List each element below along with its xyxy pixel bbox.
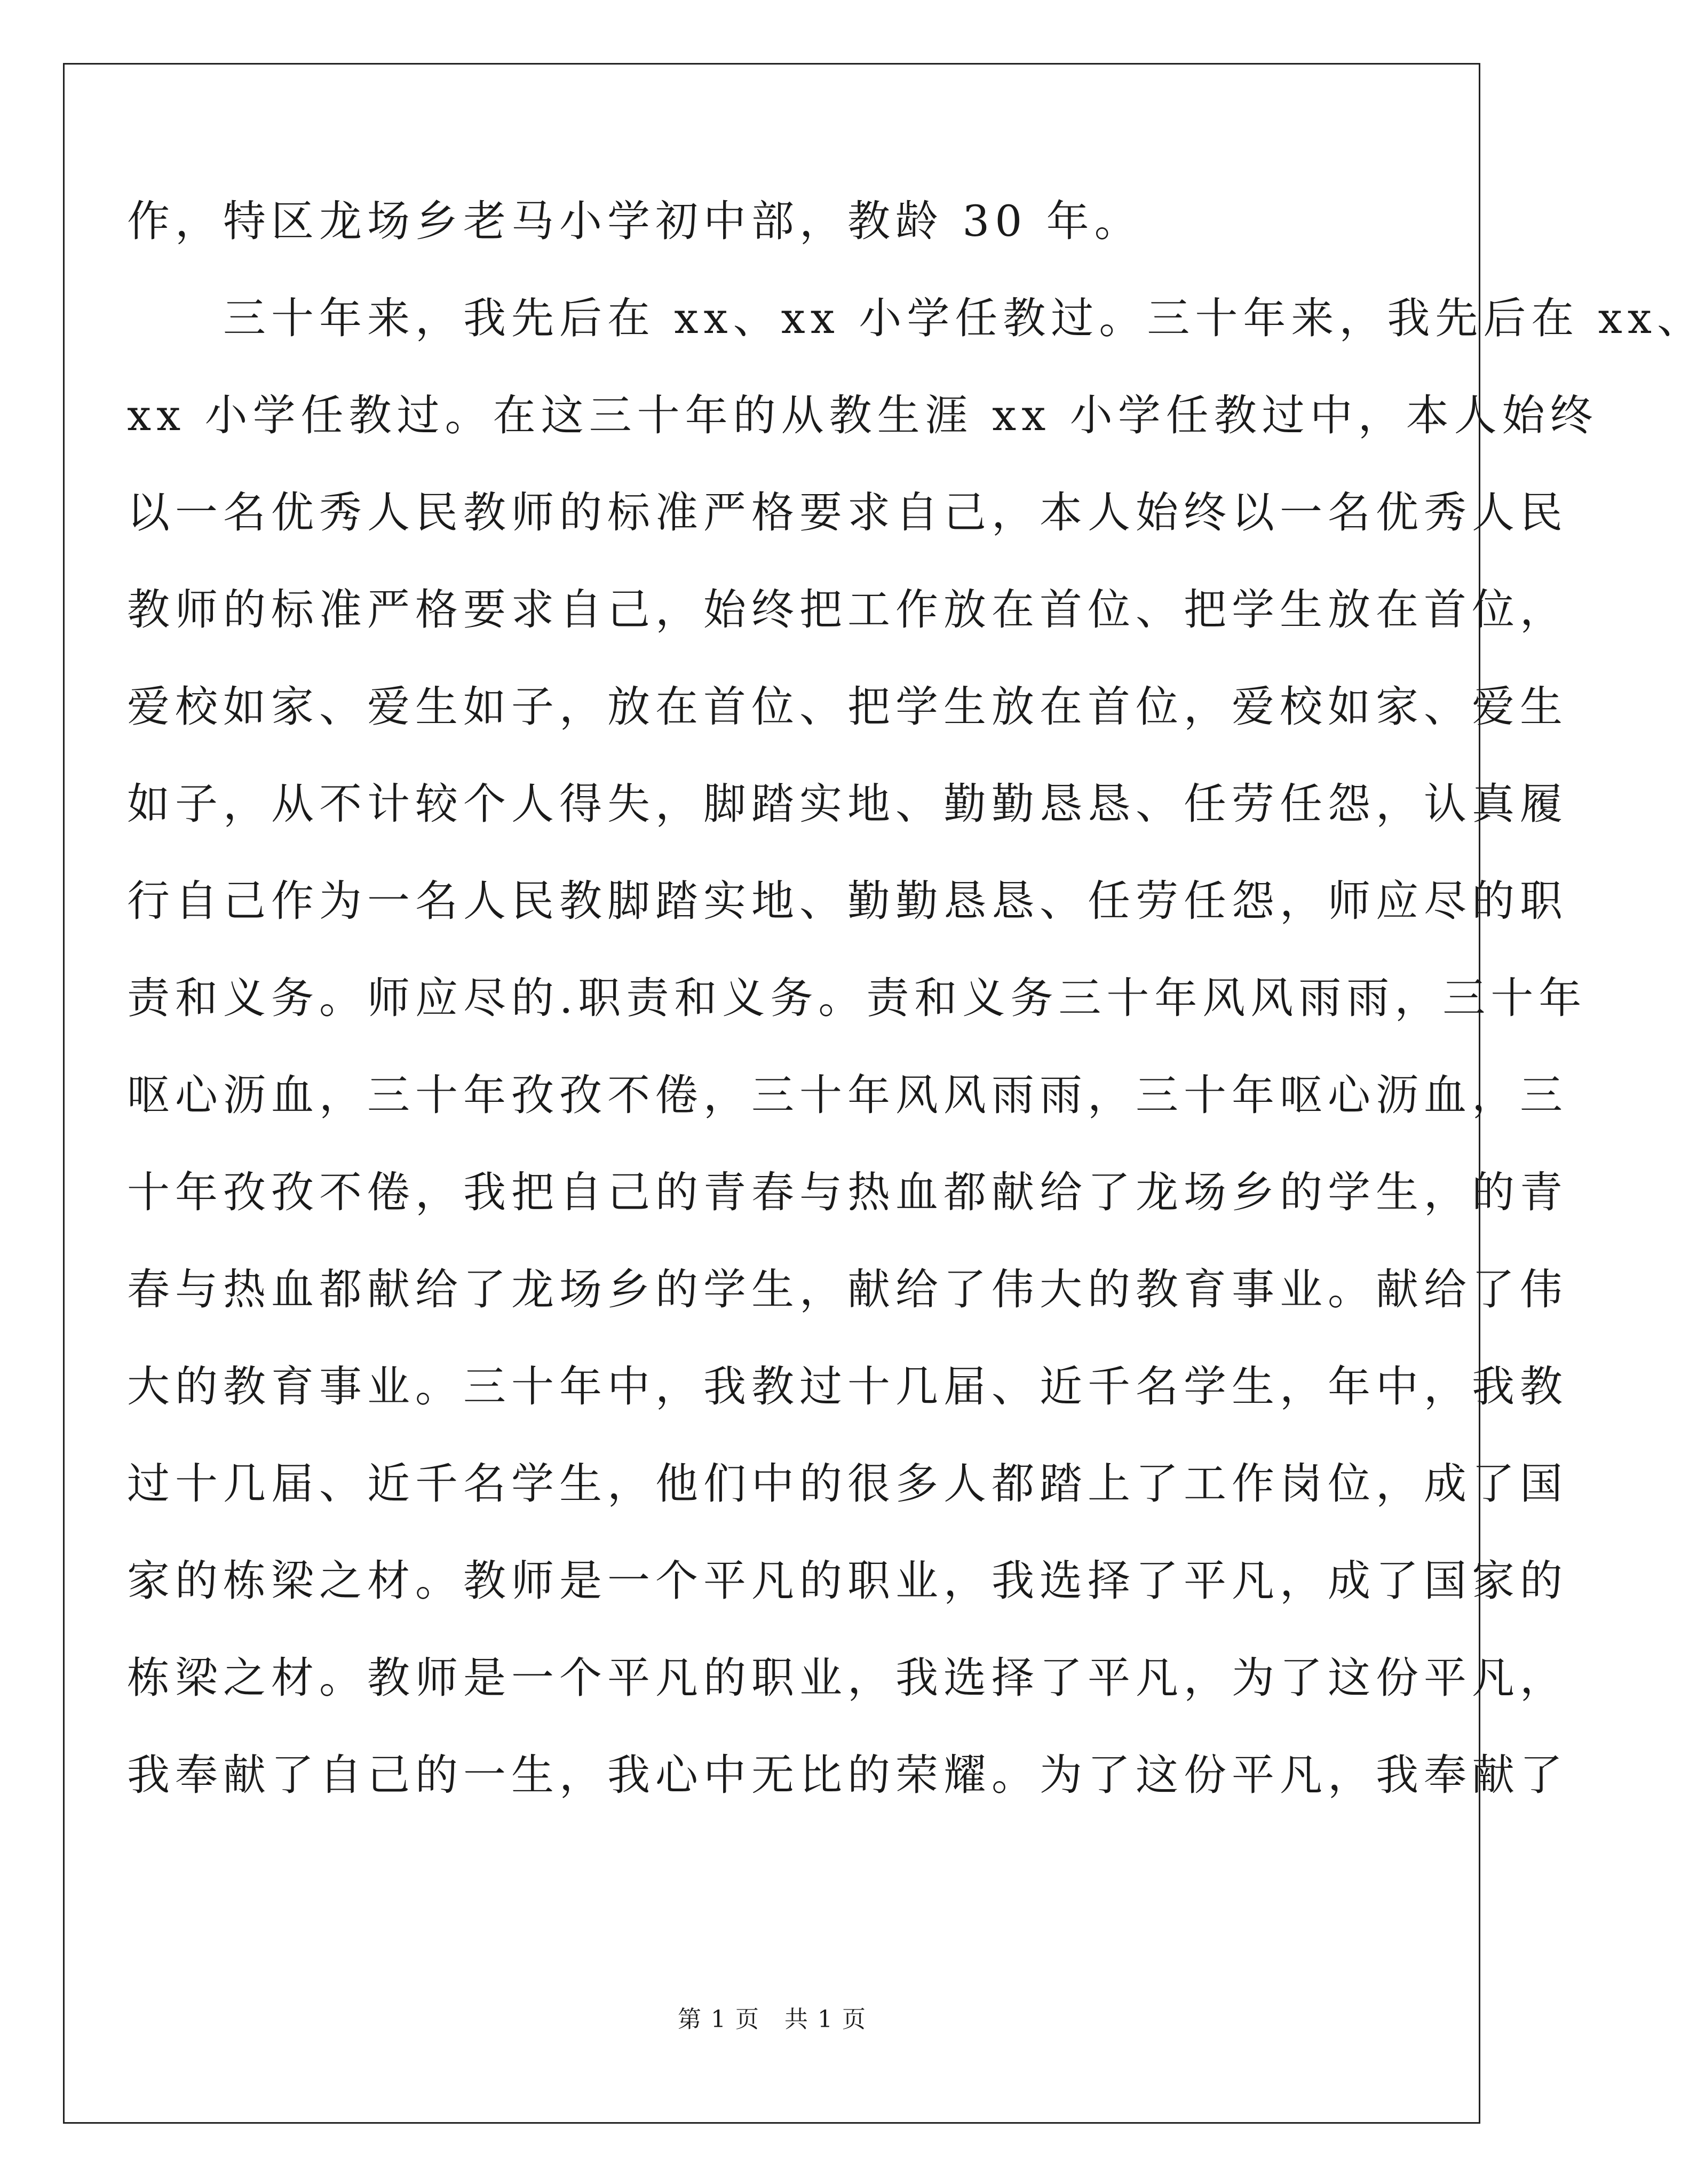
- text-line: 过十几届、近千名学生，他们中的很多人都踏上了工作岗位，成了国: [127, 1459, 1568, 1508]
- text-line: 爱校如家、爱生如子，放在首位、把学生放在首位，爱校如家、爱生: [127, 682, 1568, 732]
- text-line: 以一名优秀人民教师的标准严格要求自己，本人始终以一名优秀人民: [127, 488, 1568, 537]
- text-line: 呕心沥血，三十年孜孜不倦，三十年风风雨雨，三十年呕心沥血，三: [127, 1070, 1568, 1120]
- text-line: 春与热血都献给了龙场乡的学生，献给了伟大的教育事业。献给了伟: [127, 1265, 1568, 1314]
- text-line: 我奉献了自己的一生，我心中无比的荣耀。为了这份平凡，我奉献了: [127, 1750, 1568, 1800]
- text-line: 责和义务。师应尽的.职责和义务。责和义务三十年风风雨雨，三十年: [127, 973, 1587, 1023]
- page-number: 第 1 页 共 1 页: [678, 2006, 867, 2033]
- text-line: 三十年来，我先后在 xx、xx 小学任教过。三十年来，我先后在 xx、: [127, 293, 1705, 343]
- text-line: 家的栋梁之材。教师是一个平凡的职业，我选择了平凡，成了国家的: [127, 1556, 1568, 1606]
- text-line: 栋梁之材。教师是一个平凡的职业，我选择了平凡，为了这份平凡，: [127, 1653, 1568, 1703]
- text-line: 行自己作为一名人民教脚踏实地、勤勤恳恳、任劳任怨，师应尽的职: [127, 876, 1568, 926]
- text-line: 大的教育事业。三十年中，我教过十几届、近千名学生，年中，我教: [127, 1362, 1568, 1411]
- text-line: 作，特区龙场乡老马小学初中部，教龄 30 年。: [127, 196, 1143, 246]
- text-line: 教师的标准严格要求自己，始终把工作放在首位、把学生放在首位，: [127, 585, 1568, 634]
- text-line: 十年孜孜不倦，我把自己的青春与热血都献给了龙场乡的学生，的青: [127, 1168, 1568, 1217]
- text-line: xx 小学任教过。在这三十年的从教生涯 xx 小学任教过中，本人始终: [127, 391, 1598, 440]
- text-line: 如子，从不计较个人得失，脚踏实地、勤勤恳恳、任劳任怨，认真履: [127, 779, 1568, 829]
